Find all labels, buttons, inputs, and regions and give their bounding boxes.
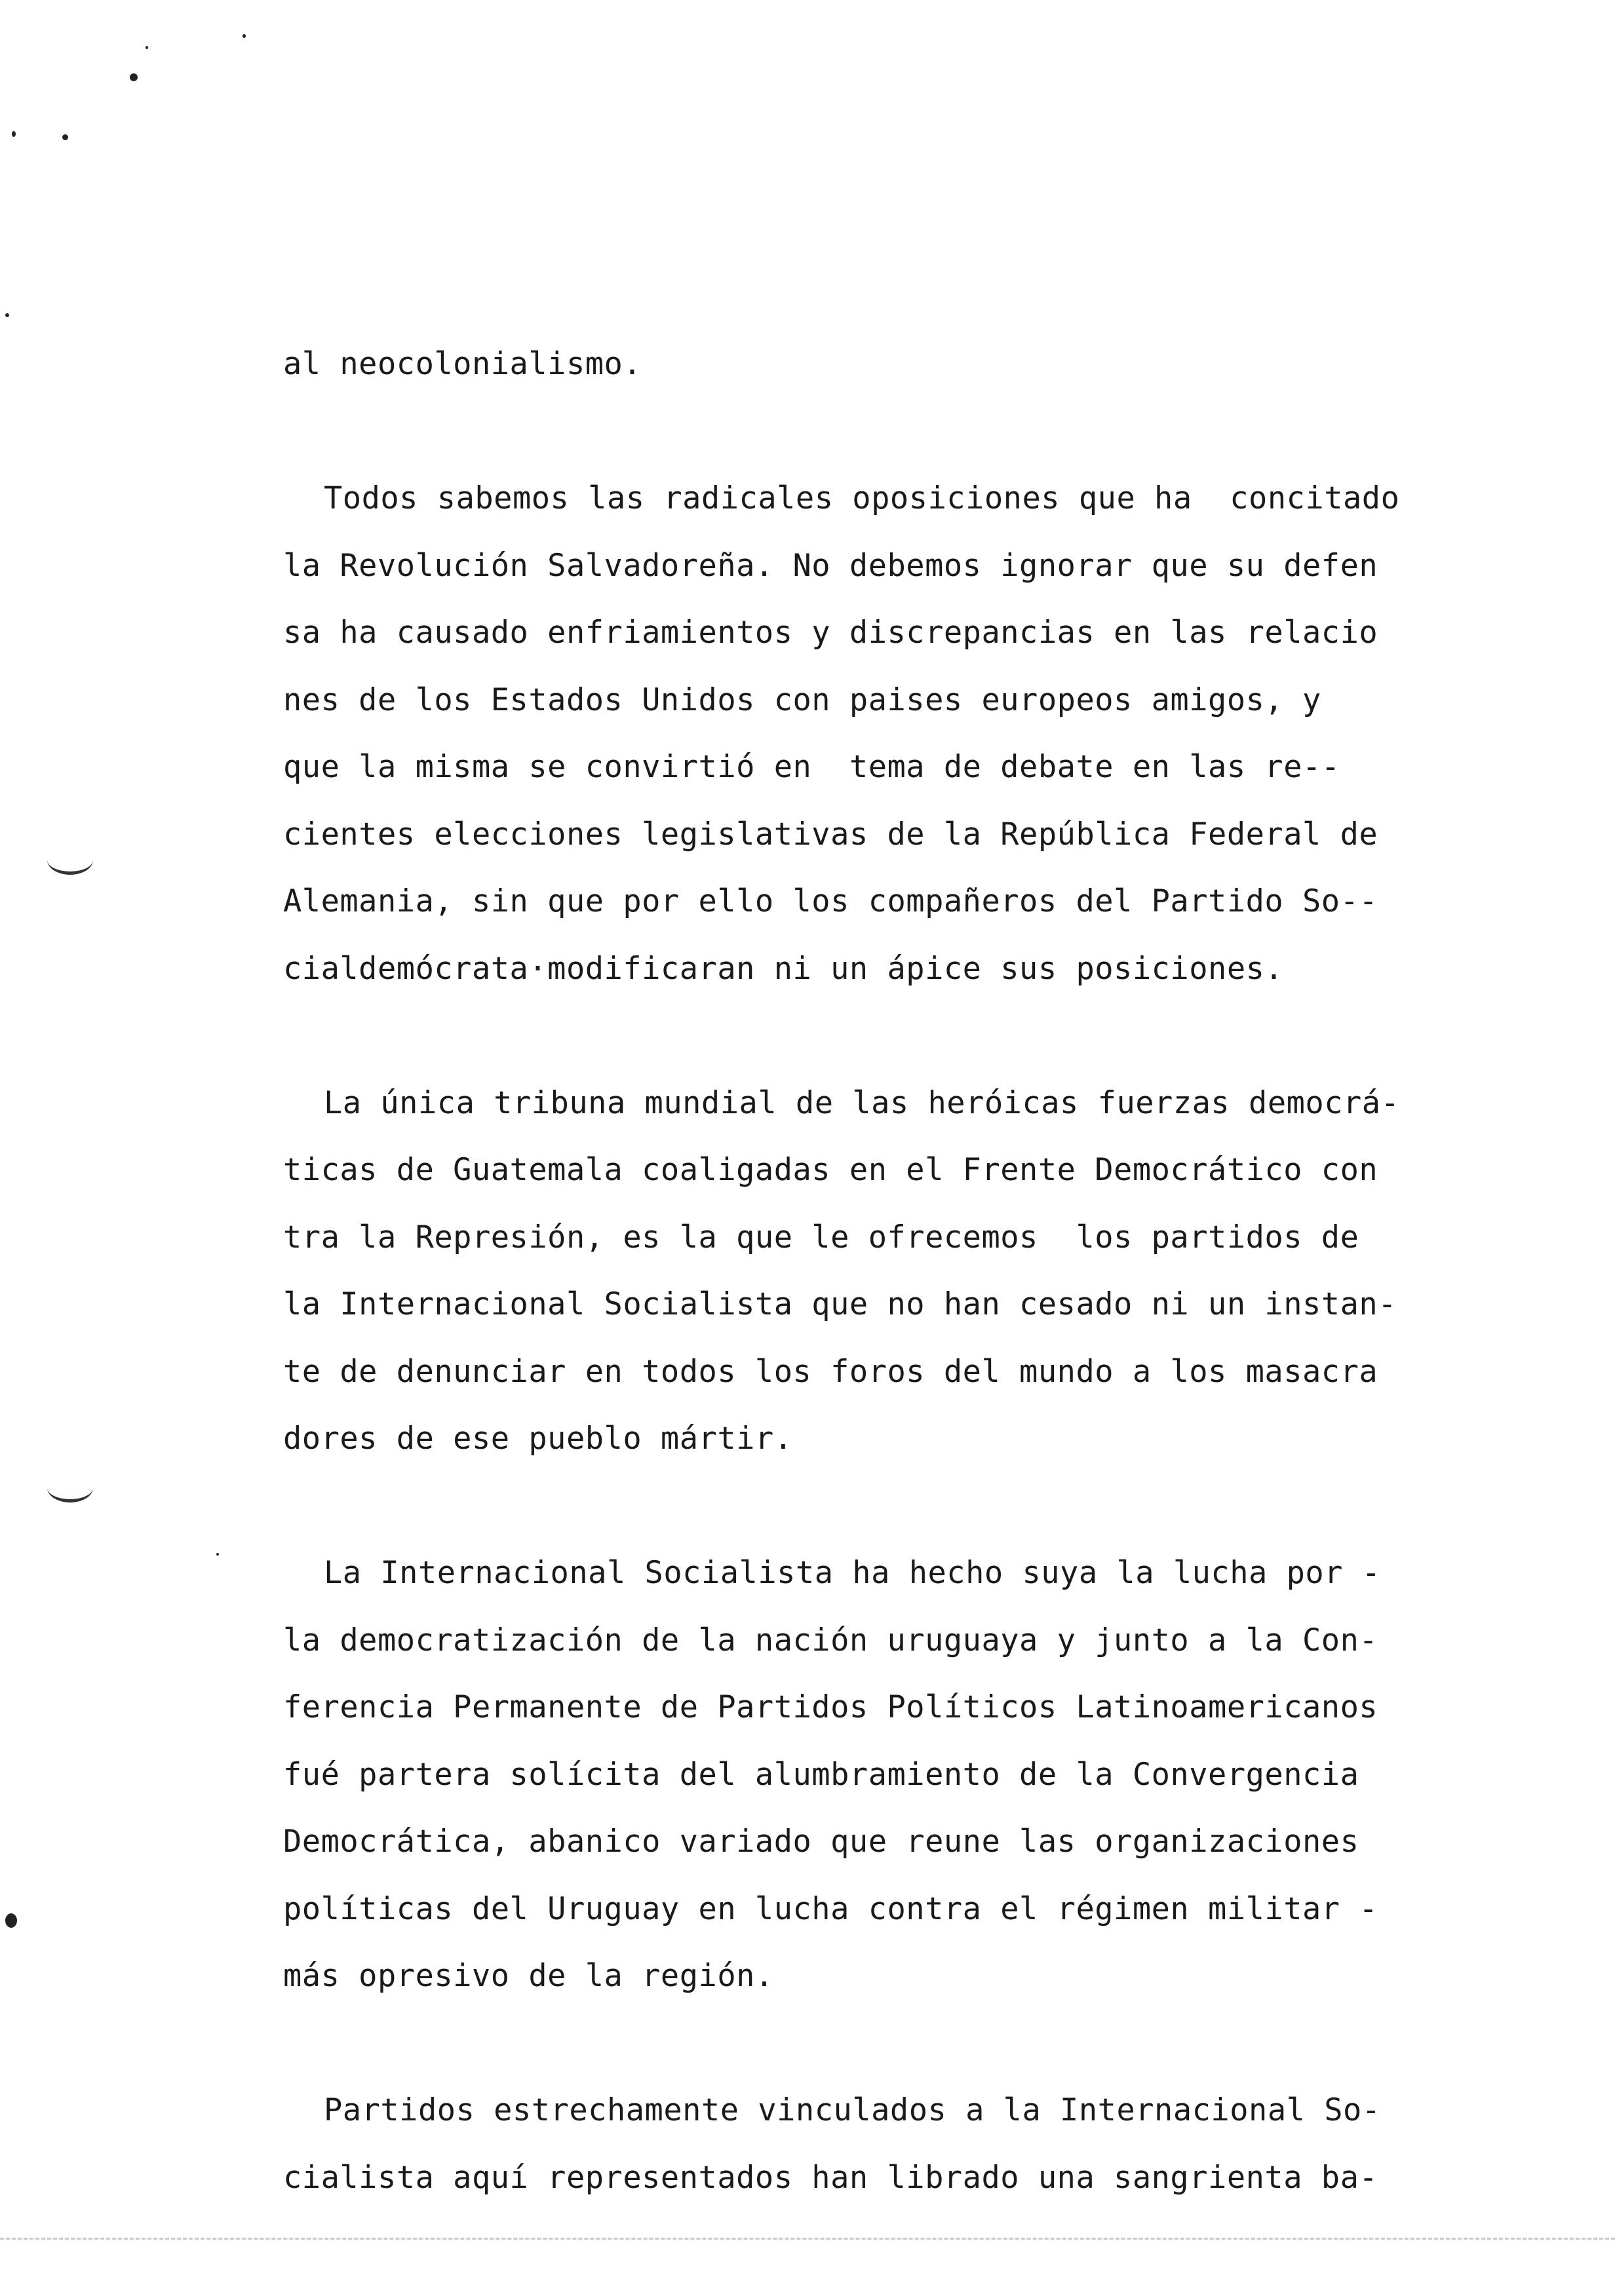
text-line: dores de ese pueblo mártir.	[283, 1421, 793, 1457]
text-line: que la misma se convirtió en tema de debate en las re--	[283, 749, 1340, 785]
scan-speck	[243, 34, 246, 38]
text-line: Democrática, abanico variado que reune las organizaciones	[283, 1824, 1359, 1860]
scan-mark	[47, 1473, 93, 1502]
text-line: nes de los Estados Unidos con paises europeos amigos, y	[283, 681, 1321, 718]
body-text	[283, 331, 1502, 2211]
text-line: la democratización de la nación uruguaya y junto a la Con-	[283, 1622, 1378, 1658]
paragraph-1	[283, 465, 1502, 1003]
text-line: Todos sabemos las radicales oposiciones que ha concitado	[324, 480, 1400, 516]
text-line: ferencia Permanente de Partidos Políticos Latinoamericanos	[283, 1689, 1378, 1725]
paragraph-3	[283, 1540, 1502, 2010]
text-line: la Revolución Salvadoreña. No debemos ignorar que su defen	[283, 547, 1378, 584]
text-line: cialdemócrata·modificaran ni un ápice sus posiciones.	[283, 950, 1284, 987]
paragraph-gap	[283, 398, 1502, 466]
scan-speck	[62, 134, 68, 140]
text-line: más opresivo de la región.	[283, 1958, 774, 1994]
scan-mark	[47, 845, 93, 875]
scan-speck	[5, 313, 9, 317]
scan-speck	[130, 73, 138, 81]
text-line: cialista aquí representados han librado una sangrienta ba-	[283, 2159, 1378, 2196]
text-line: fué partera solícita del alumbramiento de la Convergencia	[283, 1756, 1359, 1793]
scan-speck	[216, 1553, 219, 1556]
scan-edge	[0, 2238, 1615, 2240]
text-line: te de denunciar en todos los foros del mundo a los masacra	[283, 1353, 1378, 1390]
paragraph-2	[283, 1070, 1502, 1473]
paragraph-gap	[283, 1003, 1502, 1070]
text-line: ticas de Guatemala coaligadas en el Frente Democrático con	[283, 1152, 1378, 1188]
text-line: sa ha causado enfriamientos y discrepancias en las relacio	[283, 615, 1378, 651]
paragraph-gap	[283, 1473, 1502, 1540]
scan-speck	[146, 46, 148, 49]
text-line: La única tribuna mundial de las heróicas fuerzas democrá-	[324, 1084, 1400, 1121]
scan-speck	[5, 1913, 17, 1928]
scan-speck	[12, 131, 16, 137]
paragraph-4	[283, 2077, 1502, 2211]
text-line: Alemania, sin que por ello los compañeros del Partido So--	[283, 883, 1378, 919]
text-line: políticas del Uruguay en lucha contra el régimen militar -	[283, 1890, 1378, 1927]
text-line: tra la Represión, es la que le ofrecemos los partidos de	[283, 1219, 1359, 1255]
text-line: La Internacional Socialista ha hecho suya la lucha por -	[324, 1555, 1381, 1591]
paragraph-gap	[283, 2010, 1502, 2078]
paragraph-0	[283, 331, 1502, 398]
text-line: al neocolonialismo.	[283, 346, 642, 382]
text-line: Partidos estrechamente vinculados a la Internacional So-	[324, 2092, 1381, 2128]
text-line: la Internacional Socialista que no han cesado ni un instan-	[283, 1286, 1397, 1322]
text-line: cientes elecciones legislativas de la República Federal de	[283, 816, 1378, 852]
